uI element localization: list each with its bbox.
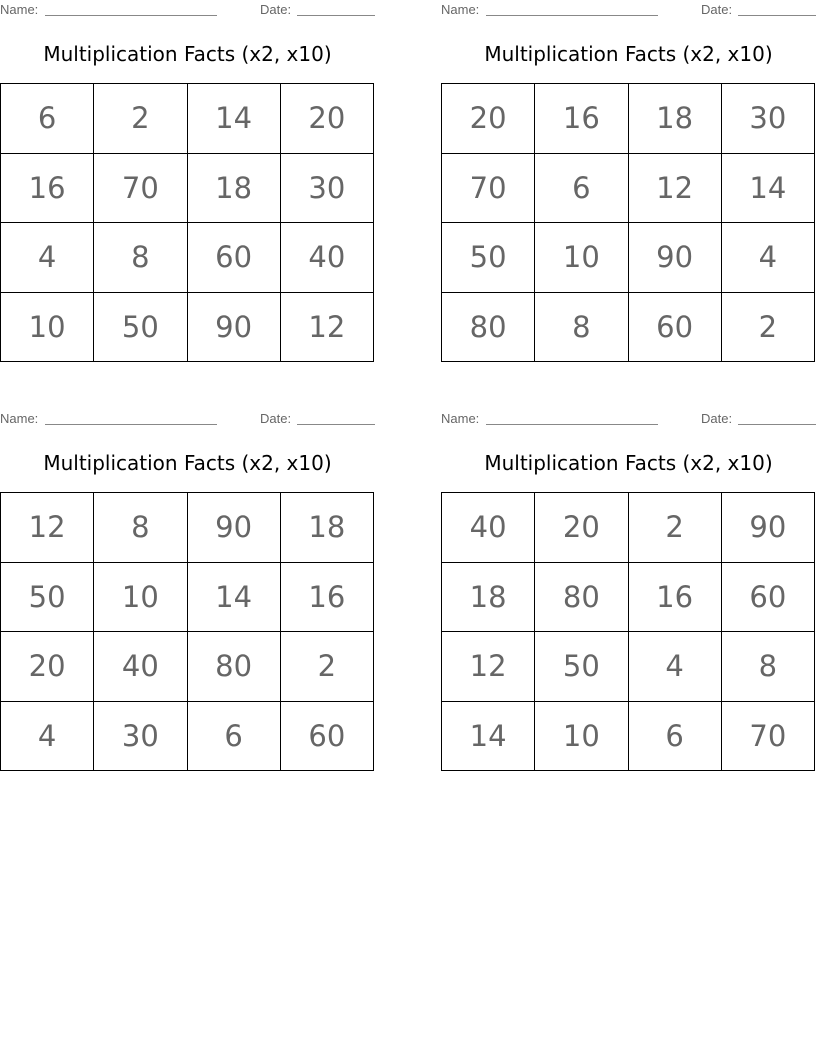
grid-cell: 10 [535, 223, 628, 293]
name-line [486, 424, 658, 425]
worksheet-header [441, 0, 816, 20]
grid-cell: 60 [628, 292, 721, 362]
grid-row [1, 153, 374, 223]
grid-cell: 18 [628, 84, 721, 154]
grid-cell: 6 [628, 701, 721, 771]
grid-cell: 18 [442, 562, 535, 632]
grid-cell: 70 [721, 701, 814, 771]
grid-cell: 8 [535, 292, 628, 362]
grid-cell: 60 [280, 701, 373, 771]
grid-cell: 14 [187, 562, 280, 632]
grid-row [1, 84, 374, 154]
date-line [738, 15, 816, 16]
grid-cell: 30 [721, 84, 814, 154]
grid-cell: 40 [280, 223, 373, 293]
grid-cell: 40 [94, 632, 187, 702]
name-line [45, 424, 217, 425]
grid-cell: 20 [442, 84, 535, 154]
grid-row [442, 701, 815, 771]
grid-cell: 20 [280, 84, 373, 154]
grid-cell: 80 [187, 632, 280, 702]
grid-row [442, 153, 815, 223]
name-line [486, 15, 658, 16]
grid-cell: 16 [280, 562, 373, 632]
worksheet-header [0, 0, 375, 20]
worksheet-title: Multiplication Facts (x2, x10) [43, 42, 332, 66]
grid-cell: 90 [628, 223, 721, 293]
grid-row [1, 493, 374, 563]
grid-cell: 40 [442, 493, 535, 563]
grid-cell: 16 [535, 84, 628, 154]
name-label: Name: [0, 411, 39, 426]
grid-row [1, 632, 374, 702]
facts-grid [441, 83, 815, 362]
date-line [297, 15, 375, 16]
grid-cell: 16 [628, 562, 721, 632]
grid-cell: 60 [721, 562, 814, 632]
grid-cell: 12 [280, 292, 373, 362]
grid-cell: 10 [1, 292, 94, 362]
grid-cell: 10 [535, 701, 628, 771]
grid-row [442, 292, 815, 362]
grid-cell: 20 [1, 632, 94, 702]
worksheet-header [441, 409, 816, 429]
grid-cell: 18 [280, 493, 373, 563]
grid-cell: 60 [187, 223, 280, 293]
name-label: Name: [441, 411, 480, 426]
grid-cell: 30 [280, 153, 373, 223]
grid-cell: 50 [442, 223, 535, 293]
facts-grid [0, 492, 374, 771]
grid-cell: 12 [442, 632, 535, 702]
grid-cell: 30 [94, 701, 187, 771]
grid-cell: 50 [535, 632, 628, 702]
grid-cell: 50 [1, 562, 94, 632]
grid-row [1, 701, 374, 771]
name-label: Name: [0, 2, 39, 17]
grid-cell: 14 [187, 84, 280, 154]
worksheet-title: Multiplication Facts (x2, x10) [484, 42, 773, 66]
grid-row [1, 562, 374, 632]
grid-cell: 70 [442, 153, 535, 223]
facts-grid [441, 492, 815, 771]
grid-cell: 14 [442, 701, 535, 771]
worksheet-header [0, 409, 375, 429]
date-label: Date: [260, 2, 292, 17]
grid-cell: 8 [94, 223, 187, 293]
grid-cell: 70 [94, 153, 187, 223]
grid-cell: 10 [94, 562, 187, 632]
grid-cell: 8 [94, 493, 187, 563]
grid-row [1, 223, 374, 293]
grid-row [1, 292, 374, 362]
grid-row [442, 493, 815, 563]
grid-cell: 6 [1, 84, 94, 154]
name-label: Name: [441, 2, 480, 17]
grid-cell: 14 [721, 153, 814, 223]
name-line [45, 15, 217, 16]
grid-cell: 50 [94, 292, 187, 362]
grid-row [442, 562, 815, 632]
grid-cell: 80 [442, 292, 535, 362]
grid-row [442, 632, 815, 702]
date-label: Date: [701, 2, 733, 17]
date-label: Date: [260, 411, 292, 426]
grid-cell: 6 [187, 701, 280, 771]
grid-cell: 16 [1, 153, 94, 223]
grid-cell: 4 [721, 223, 814, 293]
grid-cell: 2 [280, 632, 373, 702]
grid-row [442, 84, 815, 154]
grid-cell: 90 [721, 493, 814, 563]
grid-cell: 4 [1, 223, 94, 293]
grid-cell: 2 [628, 493, 721, 563]
grid-cell: 80 [535, 562, 628, 632]
grid-cell: 8 [721, 632, 814, 702]
grid-cell: 20 [535, 493, 628, 563]
grid-cell: 4 [628, 632, 721, 702]
grid-cell: 2 [94, 84, 187, 154]
date-line [297, 424, 375, 425]
date-label: Date: [701, 411, 733, 426]
grid-row [442, 223, 815, 293]
grid-cell: 4 [1, 701, 94, 771]
date-line [738, 424, 816, 425]
grid-cell: 6 [535, 153, 628, 223]
grid-cell: 12 [1, 493, 94, 563]
worksheet-title: Multiplication Facts (x2, x10) [484, 451, 773, 475]
grid-cell: 90 [187, 292, 280, 362]
grid-cell: 90 [187, 493, 280, 563]
facts-grid [0, 83, 374, 362]
grid-cell: 2 [721, 292, 814, 362]
grid-cell: 18 [187, 153, 280, 223]
grid-cell: 12 [628, 153, 721, 223]
worksheet-title: Multiplication Facts (x2, x10) [43, 451, 332, 475]
